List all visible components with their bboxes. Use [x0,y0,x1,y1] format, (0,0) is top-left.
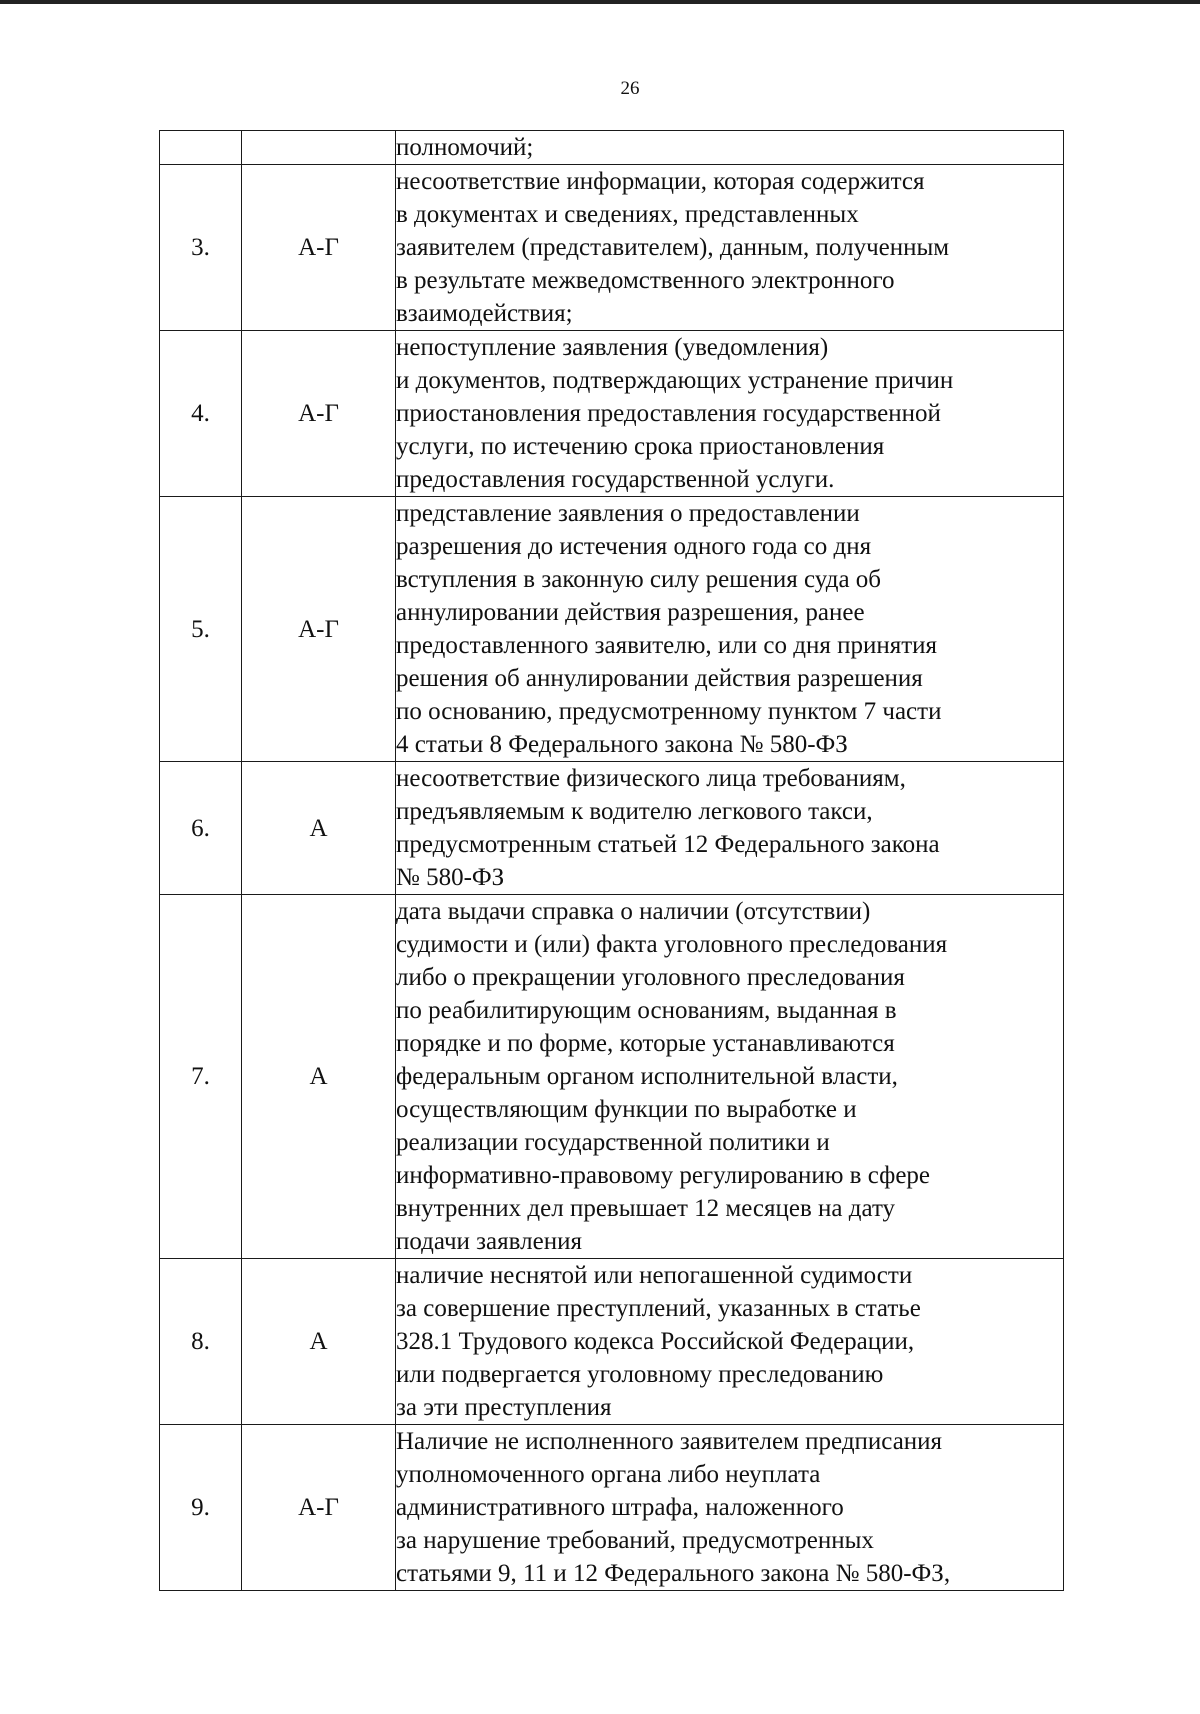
text-line: осуществляющим функции по выработке и [396,1096,857,1123]
text-line: несоответствие информации, которая содержится [396,168,925,195]
text-line: за совершение преступлений, указанных в статье [396,1295,921,1322]
row-number-cell: 4. [160,331,242,497]
text-line: статьями 9, 11 и 12 Федерального закона № 580-ФЗ, [396,1560,951,1587]
text-line: в результате межведомственного электронного [396,267,895,294]
page-top-border [0,0,1200,4]
text-line: аннулировании действия разрешения, ранее [396,599,865,626]
row-text-cell [396,131,1064,165]
text-line: предъявляемым к водителю легкового такси, [396,798,873,825]
text-line: 4 статьи 8 Федерального закона № 580-ФЗ [396,731,848,758]
text-line: 328.1 Трудового кодекса Российской Федерации, [396,1328,915,1355]
text-line: за нарушение требований, предусмотренных [396,1527,874,1554]
row-code-cell: А [242,895,396,1259]
row-code-cell [242,131,396,165]
text-line: подачи заявления [396,1228,582,1255]
row-number-cell: 3. [160,165,242,331]
text-line: порядке и по форме, которые устанавливаются [396,1030,895,1057]
grounds-table [159,130,1064,1591]
text-line: информативно-правовому регулированию в сфере [396,1162,931,1189]
table-row [160,131,1064,165]
text-line: вступления в законную силу решения суда об [396,566,882,593]
text-line: административного штрафа, наложенного [396,1494,844,1521]
text-line: несоответствие физического лица требованиям, [396,765,906,792]
text-line: полномочий; [396,134,534,161]
row-number-cell: 6. [160,762,242,895]
row-code-cell: А-Г [242,1425,396,1591]
row-code-cell: А [242,762,396,895]
text-line: судимости и (или) факта уголовного преследования [396,931,948,958]
row-number-cell: 8. [160,1259,242,1425]
text-line: федеральным органом исполнительной власти, [396,1063,898,1090]
text-line: за эти преступления [396,1394,612,1421]
text-line: реализации государственной политики и [396,1129,830,1156]
row-number-cell: 9. [160,1425,242,1591]
row-number-cell: 5. [160,497,242,762]
text-line: по основанию, предусмотренному пунктом 7 части [396,698,942,725]
text-line: решения об аннулировании действия разрешения [396,665,923,692]
row-text-cell [396,497,1064,762]
row-text-cell [396,165,1064,331]
table-row [160,165,1064,331]
text-line: предоставления государственной услуги. [396,466,835,493]
text-line: уполномоченного органа либо неуплата [396,1461,821,1488]
row-text-cell [396,1259,1064,1425]
table-row [160,331,1064,497]
row-text-cell [396,895,1064,1259]
row-code-cell: А-Г [242,331,396,497]
grounds-table-body [160,131,1064,1591]
text-line: разрешения до истечения одного года со дня [396,533,872,560]
table-row [160,497,1064,762]
table-row [160,1259,1064,1425]
text-line: и документов, подтверждающих устранение причин [396,367,954,394]
row-text-cell [396,762,1064,895]
text-line: заявителем (представителем), данным, полученным [396,234,950,261]
text-line: представление заявления о предоставлении [396,500,860,527]
table-row [160,895,1064,1259]
text-line: наличие неснятой или непогашенной судимости [396,1262,913,1289]
table-row [160,1425,1064,1591]
text-line: взаимодействия; [396,300,573,327]
text-line: № 580-ФЗ [396,864,505,891]
text-line: предоставленного заявителю, или со дня принятия [396,632,938,659]
row-code-cell: А [242,1259,396,1425]
text-line: услуги, по истечению срока приостановления [396,433,885,460]
text-line: Наличие не исполненного заявителем предписания [396,1428,943,1455]
row-text-cell [396,1425,1064,1591]
text-line: в документах и сведениях, представленных [396,201,859,228]
row-number-cell: 7. [160,895,242,1259]
text-line: либо о прекращении уголовного преследования [396,964,905,991]
row-text-cell [396,331,1064,497]
text-line: непоступление заявления (уведомления) [396,334,829,361]
row-number-cell [160,131,242,165]
table-row [160,762,1064,895]
text-line: внутренних дел превышает 12 месяцев на дату [396,1195,896,1222]
text-line: дата выдачи справка о наличии (отсутствии) [396,898,871,925]
page-number: 26 [620,78,640,99]
text-line: по реабилитирующим основаниям, выданная в [396,997,897,1024]
text-line: предусмотренным статьей 12 Федерального закона [396,831,940,858]
text-line: или подвергается уголовному преследованию [396,1361,884,1388]
row-code-cell: А-Г [242,497,396,762]
row-code-cell: А-Г [242,165,396,331]
text-line: приостановления предоставления государственной [396,400,941,427]
